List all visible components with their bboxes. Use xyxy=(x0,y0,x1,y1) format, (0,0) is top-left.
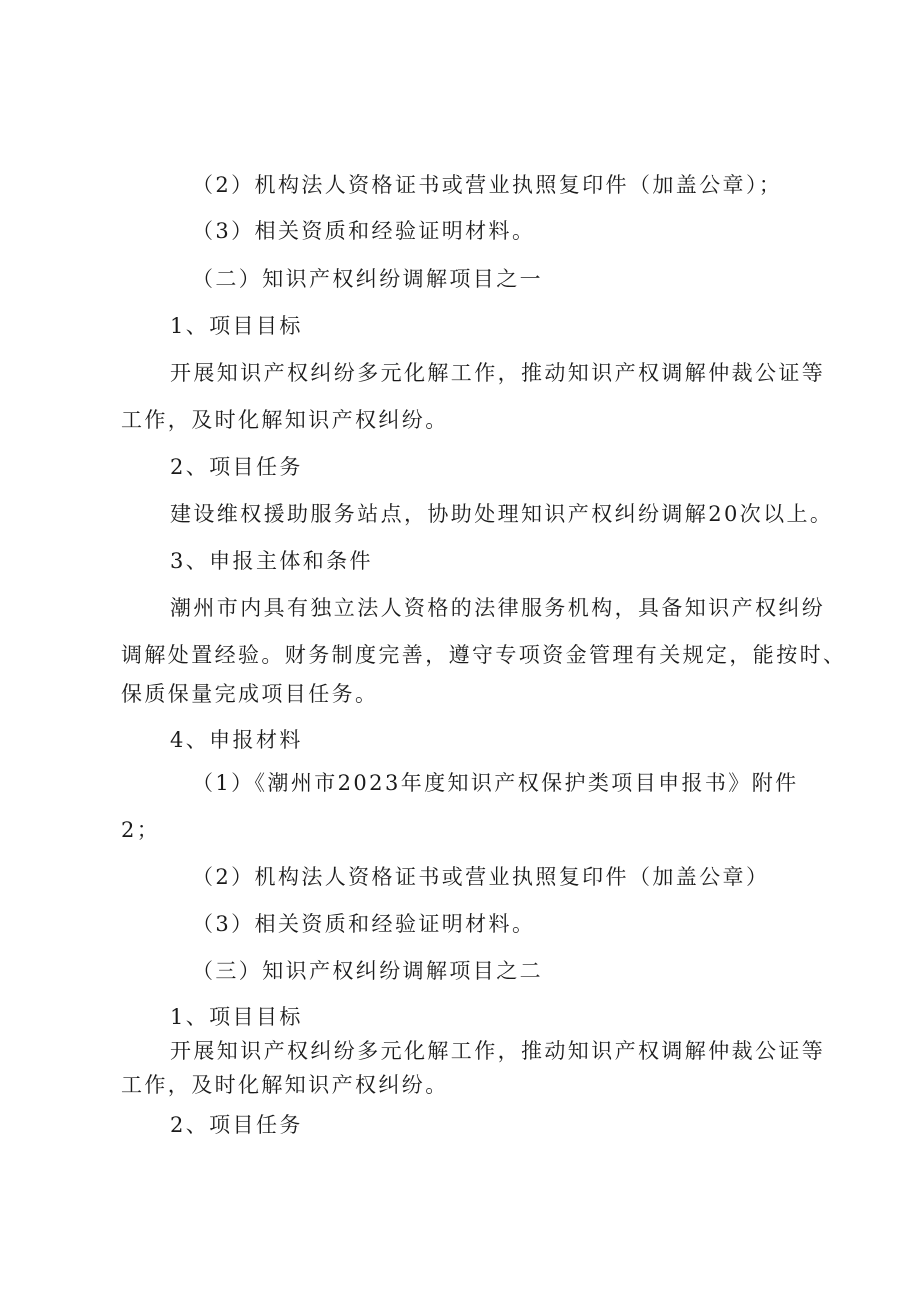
material-item-2: （2）机构法人资格证书或营业执照复印件（加盖公章）； xyxy=(192,173,783,197)
subheading-goal: 1、项目目标 xyxy=(170,314,303,338)
section-heading-3: （三）知识产权纠纷调解项目之二 xyxy=(192,959,543,983)
paragraph-line: 保质保量完成项目任务。 xyxy=(121,682,379,706)
paragraph-line: 潮州市内具有独立法人资格的法律服务机构，具备知识产权纠纷 xyxy=(170,596,826,620)
subheading-materials: 4、申报材料 xyxy=(170,728,303,752)
paragraph-line: 建设维权援助服务站点，协助处理知识产权纠纷调解20次以上。 xyxy=(170,502,834,526)
subheading-task: 2、项目任务 xyxy=(170,455,303,479)
material-item-3: （3）相关资质和经验证明材料。 xyxy=(192,219,536,243)
paragraph-line: 调解处置经验。财务制度完善，遵守专项资金管理有关规定，能按时、 xyxy=(121,643,847,667)
subheading-goal: 1、项目目标 xyxy=(170,1005,303,1029)
material-item-3: （3）相关资质和经验证明材料。 xyxy=(192,912,536,936)
section-heading-2: （二）知识产权纠纷调解项目之一 xyxy=(192,267,543,291)
paragraph-line: 工作，及时化解知识产权纠纷。 xyxy=(121,408,449,432)
subheading-task: 2、项目任务 xyxy=(170,1113,303,1137)
paragraph-line: 开展知识产权纠纷多元化解工作，推动知识产权调解仲裁公证等 xyxy=(170,1039,826,1063)
subheading-applicant: 3、申报主体和条件 xyxy=(170,549,373,573)
material-item-2: （2）机构法人资格证书或营业执照复印件（加盖公章） xyxy=(192,865,770,889)
paragraph-line: 工作，及时化解知识产权纠纷。 xyxy=(121,1073,449,1097)
material-item-1: （1）《潮州市2023年度知识产权保护类项目申报书》附件 xyxy=(192,771,799,795)
paragraph-line: 2； xyxy=(121,818,161,842)
paragraph-line: 开展知识产权纠纷多元化解工作，推动知识产权调解仲裁公证等 xyxy=(170,361,826,385)
